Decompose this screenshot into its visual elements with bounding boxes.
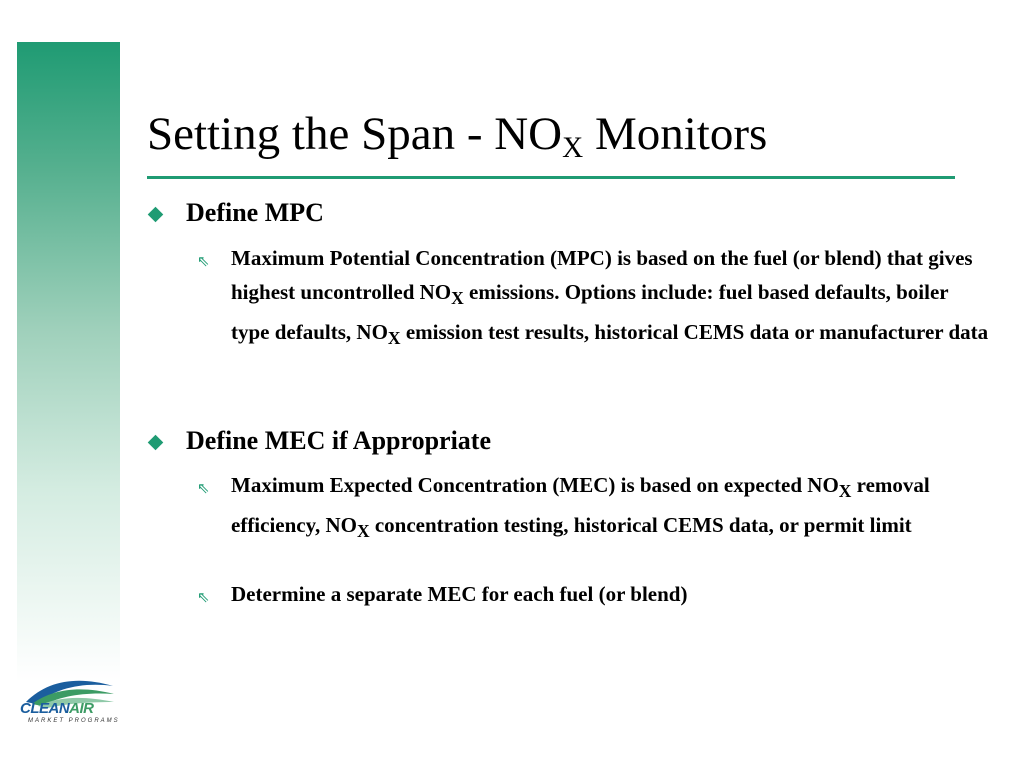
logo-tagline: MARKET PROGRAMS bbox=[28, 718, 120, 724]
decorative-side-bar bbox=[17, 42, 120, 682]
diamond-bullet-icon bbox=[148, 435, 164, 451]
bullet-mpc-description: Maximum Potential Concentration (MPC) is based on the fuel (or blend) that gives highest uncontrolled $NO_X$ emissions. Options include: fuel based defaults, boiler type defaults, $NO_X$ emission test results, historical CEMS data or manufacturer data bbox=[231, 246, 989, 349]
bullet-define-mpc: Define MPC bbox=[186, 198, 324, 227]
bullet-separate-mec: Determine a separate MEC for each fuel (or blend) bbox=[231, 582, 688, 606]
arrow-bullet-icon: ⇖ bbox=[197, 252, 210, 270]
logo-wordmark: CLEANAIR bbox=[20, 700, 94, 717]
bullet-define-mec: Define MEC if Appropriate bbox=[186, 426, 491, 455]
slide-title: Setting the Span - $NO_X$ Monitors bbox=[147, 108, 768, 165]
arrow-bullet-icon: ⇖ bbox=[197, 588, 210, 606]
arrow-bullet-icon: ⇖ bbox=[197, 479, 210, 497]
bullet-mec-description: Maximum Expected Concentration (MEC) is based on expected $NO_X$ removal efficiency, $NO_X$ concentration testing, historical CEMS data, or permit limit bbox=[231, 473, 930, 542]
diamond-bullet-icon bbox=[148, 207, 164, 223]
title-divider bbox=[147, 176, 955, 179]
